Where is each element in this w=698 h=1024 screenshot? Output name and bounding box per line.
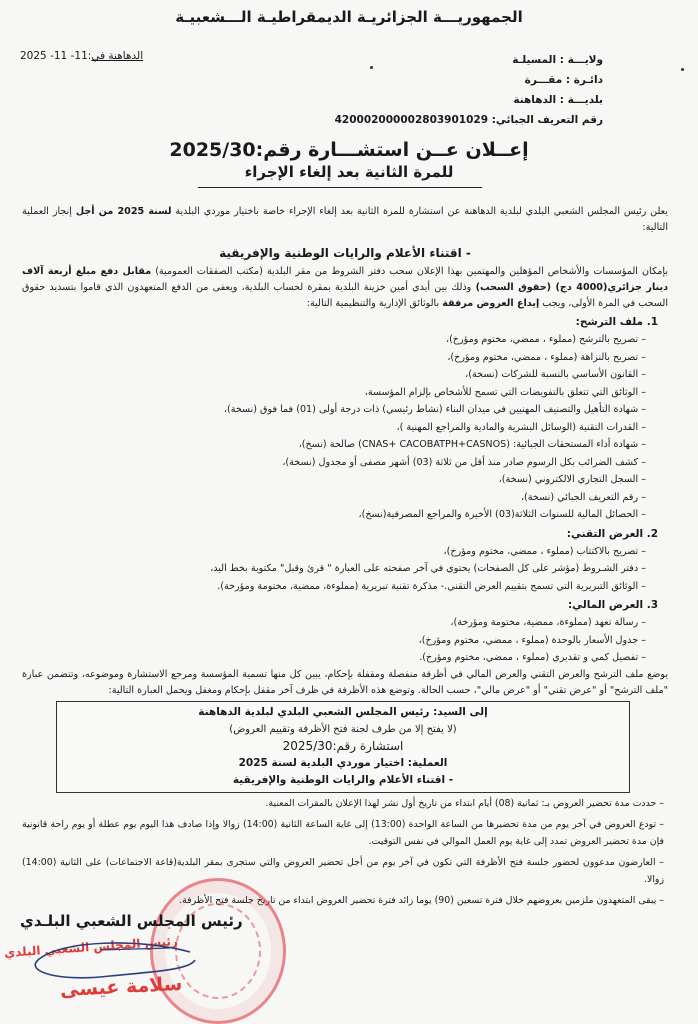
announcement-subtitle: للمرة الثانية بعد إلغاء الإجراء bbox=[244, 163, 454, 181]
conditions-fee: مقابل دفع مبلغ أربعة آلاف دينار جزائري(4000 دج) (حقوق السحب) bbox=[22, 266, 668, 293]
signatory-stamp-title: رئيس المجلس الشعبي البلدي bbox=[3, 933, 179, 961]
list-item: – تفصيل كمي و تقديري (مملوء ، ممضي، مختوم ومؤرخ). bbox=[22, 649, 646, 667]
list-item: – تصريح بالترشح (مملوء ، ممضي، مختوم ومؤرخ)، bbox=[22, 331, 646, 349]
place-label: الدهاهنة في bbox=[91, 50, 144, 62]
list-item: – شهادة التأهيل والتصنيف المهنيين في ميدان البناء (نشاط رئيسي) ذات درجة أولى (01) فما فوق (نسخة)، bbox=[22, 401, 646, 419]
list-item: – جدول الأسعار بالوحدة (مملوء ، ممضي، مختوم ومؤرخ)، bbox=[22, 632, 646, 650]
list-item: – كشف الضرائب بكل الرسوم صادر منذ أقل من ثلاثة (03) أشهر مصفى أو مجدول (نسخة)، bbox=[22, 454, 646, 472]
conditions-text-2: وذلك بين أيدي أمين خزينة البلدية بمقرة لحساب البلدية، ويعفى من الدفع المتعهدون الذي قاموا بتسديد حقوق السحب في المرة الأولى، ويجب bbox=[22, 282, 668, 309]
tax-id-value: 420002000002803901029 bbox=[334, 114, 489, 126]
list-item: – شهادة أداء المستحقات الجبائية: (CNAS+ CACOBATPH+CASNOS) صالحة (نسخ)، bbox=[22, 436, 646, 454]
list-item: – السجل التجاري الالكتروني (نسخة)، bbox=[22, 471, 646, 489]
date-value: :11- 11- 2025 bbox=[20, 50, 92, 62]
section-title: 2. العرض التقني: bbox=[566, 527, 658, 540]
issuer-block bbox=[335, 50, 603, 130]
document-body bbox=[22, 204, 668, 913]
envelope-subject: - اقتناء الأعلام والرايات الوطنية والإفريقية bbox=[232, 773, 454, 786]
title-underline bbox=[198, 187, 482, 188]
signatory-name: سلامة عيسى bbox=[59, 972, 183, 1002]
intro-bold: لسنة 2025 من أجل bbox=[75, 206, 172, 217]
section-1-list bbox=[22, 331, 668, 524]
envelope-label-box bbox=[56, 701, 630, 793]
section-2-list bbox=[22, 543, 668, 596]
note-item: – حددت مدة تحضير العروض بـ: ثمانية (08) أيام ابتداء من تاريخ أول نشر لهذا الإعلان بالمقرات المعنية. bbox=[22, 795, 664, 812]
conditions-text: بإمكان المؤسسات والأشخاص المؤهلين والمهتمين بهذا الإعلان سحب دفتر الشروط من مقر البلدية (مكتب الصفقات العمومية) bbox=[155, 266, 668, 277]
list-item: – القدرات التقنية (الوسائل البشرية والمادية والمراجع المهنية )، bbox=[22, 419, 646, 437]
list-item: – الوثائق التي تتعلق بالتفويضات التي تسمح للأشخاص بإلزام المؤسسة، bbox=[22, 384, 646, 402]
signatory-title: رئيس المجلس الشعبي البلـدي bbox=[20, 912, 243, 930]
daira: دائـرة : مقـــرة bbox=[524, 74, 603, 86]
envelope-operation: العملية: اختيار موردي البلدية لسنة 2025 bbox=[238, 756, 448, 769]
intro-paragraph bbox=[22, 204, 668, 236]
list-item: – الحصائل المالية للسنوات الثلاثة(03) الأخيرة والمراجع المصرفية(نسخ)، bbox=[22, 506, 646, 524]
list-item: – الوثائق التبريرية التي تسمح بتقييم العرض التقني.- مذكرة تقنية تبريرية (مملوءة، ممضية، مختومة ومؤرخة). bbox=[22, 578, 646, 596]
wilaya: ولايـــة : المسيلـة bbox=[512, 54, 603, 66]
list-item: – رقم التعريف الجبائي (نسخة)، bbox=[22, 489, 646, 507]
section-title: 1. ملف الترشح: bbox=[575, 316, 658, 328]
conditions-bold-2: إيداع العروض مرفقة bbox=[442, 298, 540, 309]
tax-id-line bbox=[335, 110, 603, 130]
section-3-list bbox=[22, 614, 668, 667]
conditions-paragraph bbox=[22, 264, 668, 312]
intro-text-end: إنجاز العملية التالية: bbox=[22, 206, 668, 233]
commune: بلديـــة : الدهاهنة bbox=[513, 94, 603, 106]
note-item: – يبقى المتعهدون ملزمين بعروضهم خلال فترة تسعين (90) يوما زائد فترة تحضير العروض ابتداء من تاريخ جلسة فتح الأظرفة. bbox=[22, 892, 664, 909]
list-item: – رسالة تعهد (مملوءة، ممضية، مختومة ومؤرخة)، bbox=[22, 614, 646, 632]
list-item: – تصريح بالاكتتاب (مملوء ، ممضي، مختوم ومؤرخ)، bbox=[22, 543, 646, 561]
list-item: – تصريح بالنزاهة (مملوء ، ممضي، مختوم ومؤرخ)، bbox=[22, 349, 646, 367]
note-item: – العارضون مدعوون لحضور جلسة فتح الأظرفة التي تكون في آخر يوم من أجل تحضير العروض والتي ستجرى بمقر البلدية(قاعة الاجتماعات) على الثانية (14:00) زوالا. bbox=[22, 854, 664, 888]
envelope-do-not-open: (لا يفتح إلا من طرف لجنة فتح الأظرفة وتقييم العروض) bbox=[229, 723, 457, 735]
envelope-consultation-number: استشارة رقم:2025/30 bbox=[282, 738, 404, 753]
list-item: – القانون الأساسي بالنسبة للشركات (نسخة)، bbox=[22, 366, 646, 384]
scan-dot bbox=[681, 68, 684, 71]
date-line bbox=[20, 50, 143, 62]
republic-title: الجمهوريـــة الجزائريـة الديمقراطيـة الـــشعبيـة bbox=[175, 8, 523, 26]
intro-text: يعلن رئيس المجلس الشعبي البلدي لبلدية الدهاهنة عن استشارة للمرة الثانية بعد إلغاء الإجراء خاصة باختيار موردي البلدية bbox=[175, 206, 668, 217]
envelope-recipient: إلى السيد: رئيس المجلس الشعبي البلدي لبلدية الدهاهنة bbox=[198, 705, 488, 718]
conditions-text-3: بالوثائق الإدارية والتنظيمية التالية: bbox=[306, 298, 440, 309]
note-item: – تودع العروض في آخر يوم من مدة تحضيرها من الساعة الواحدة (13:00) إلى غاية الساعة الثانية (14:00) زوالا وإذا صادف هذا اليوم يوم عطلة أو يوم راحة قانونية فإن مدة تحضير العروض تمدد إلى غاية يوم العمل الموالي في نفس التوقيت. bbox=[22, 816, 664, 850]
list-item: – دفتر الشـروط (مؤشر على كل الصفحات) يحتوي في آخر صفحته على العبارة " قرئ وقبل" مكتوبة بخط اليد، bbox=[22, 560, 646, 578]
subject-heading: - اقتناء الأعلام والرايات الوطنية والإفريقية bbox=[219, 246, 471, 260]
section-title: 3. العرض المالي: bbox=[567, 599, 658, 611]
announcement-title: إعــلان عــن استشـــارة رقم:2025/30 bbox=[169, 139, 529, 161]
announcement-title-block bbox=[0, 138, 698, 182]
tax-id-label: رقم التعريف الجبائي: bbox=[491, 114, 603, 126]
notes-list bbox=[22, 795, 668, 909]
envelope-instructions: يوضع ملف الترشح والعرض التقني والعرض المالي في أظرفة منفصلة ومقفلة بإحكام، يبين كل منها تسمية المؤسسة ومرجع الاستشارة وموضوعه، وتتضمن عبارة "ملف الترشح" أو "عرض تقني" أو "عرض مالي"، حسب الحالة. وتوضع هذه الأظرفة في ظرف آخر مقفل بإحكام ومغفل ويحمل العبارة التالية: bbox=[22, 668, 668, 696]
